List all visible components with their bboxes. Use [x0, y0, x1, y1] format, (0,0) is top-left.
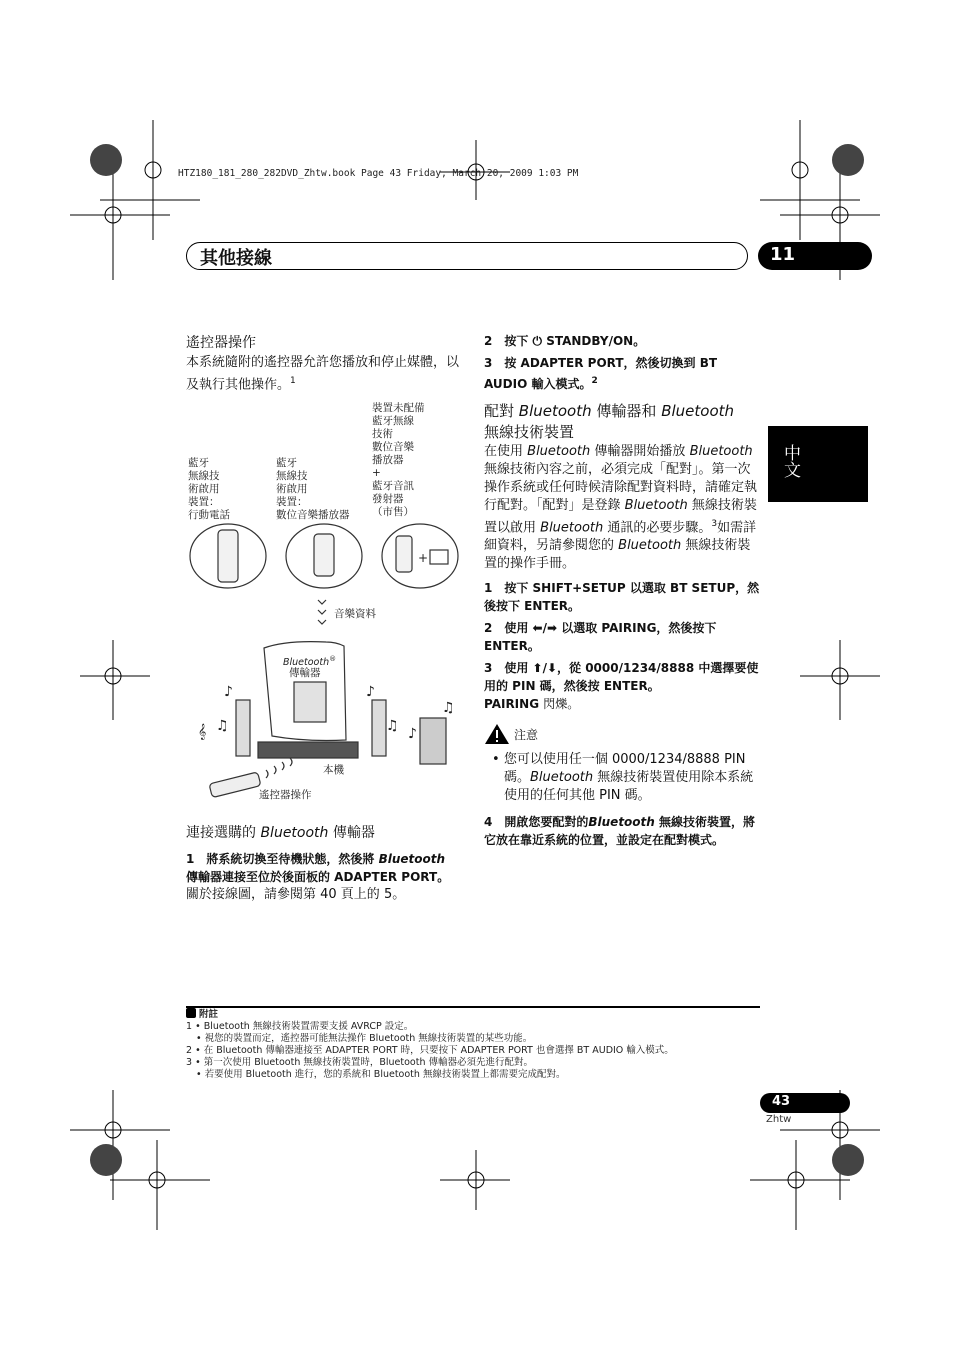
bluetooth-adapter-icon — [294, 682, 326, 722]
connect-step-1-note: 關於接線圖，請參閱第 40 頁上的 5。 — [186, 887, 406, 902]
footnote-title: 附註 — [186, 1008, 218, 1022]
svg-text:♫: ♫ — [216, 718, 229, 734]
connect-heading: 連接選購的 Bluetooth 傳輸器 — [186, 825, 375, 841]
caution-heading: 注意 — [484, 723, 760, 745]
label-phone: 藍牙 無線技 術啟用 裝置： 行動電話 — [188, 457, 230, 521]
footnote-1a: 1 • Bluetooth 無線技術裝置需要支援 AVRCP 設定。 — [186, 1021, 414, 1032]
step-3: 3 按 ADAPTER PORT，然後切換到 BT AUDIO 輸入模式。$^2$ — [484, 356, 718, 391]
pair-step-2: 2 使用 ⬅/➡ 以選取 PAIRING，然後按下 ENTER。 — [484, 621, 717, 654]
pair-step-4: 4 開啟您要配對的Bluetooth 無線技術裝置，將它放在靠近系統的位置，並設定在配對模式。 — [484, 815, 756, 848]
remote-heading: 遙控器操作 — [186, 335, 256, 351]
step-2: 2 按下 ⏻ STANDBY/ON。 — [484, 334, 646, 348]
connect-step-1: 1 將系統切換至待機狀態，然後將 Bluetooth 傳輸器連接至位於後面板的 ADAPTER PORT。 — [186, 852, 450, 884]
footnote-3a: 3 • 第一次使用 Bluetooth 無線技術裝置時，Bluetooth 傳輸器必須先進行配對。 — [186, 1057, 533, 1068]
main-unit-icon — [258, 742, 358, 758]
svg-text:♫: ♫ — [442, 700, 455, 716]
pair-step-1: 1 按下 SHIFT+SETUP 以選取 BT SETUP，然後按下 ENTER。 — [484, 581, 760, 614]
footnote-1b: • 視您的裝置而定，遙控器可能無法操作 Bluetooth 無線技術裝置的某些功能。 — [196, 1033, 533, 1044]
svg-text:♫: ♫ — [386, 718, 399, 734]
label-unpaired-player: 裝置未配備 藍牙無線 技術 數位音樂 播放器 + 藍牙音訊 發射器 （市售） — [372, 402, 425, 518]
music-data-arrows — [318, 600, 326, 624]
music-note-icon: ♪ — [224, 684, 233, 700]
phone-icon — [218, 530, 238, 582]
music-player-icon — [314, 534, 334, 576]
page-language: Zhtw — [766, 1114, 792, 1125]
pairing-body: 在使用 Bluetooth 傳輸器開始播放 Bluetooth 無線技術內容之前，必須完成「配對」。第一次操作系統或任何時候清除配對資料時，請確定執行配對。「配對」是登錄 Bluetooth 無線技術裝置以啟用 Bluetooth 通訊的必要步驟。$^3$如需詳細資料，另請參閱您的 Bluetooth 無線技術裝置的操作手冊。 — [484, 444, 758, 572]
speaker-right-icon — [372, 700, 386, 756]
footnote-2: 2 • 在 Bluetooth 傳輸器連接至 ADAPTER PORT 時，只要按下 ADAPTER PORT 也會選擇 BT AUDIO 輸入模式。 — [186, 1045, 674, 1056]
label-player: 藍牙 無線技 術啟用 裝置： 數位音樂播放器 — [276, 457, 350, 521]
right-column — [484, 332, 760, 849]
note-icon — [186, 1008, 196, 1018]
label-adapter-2: 傳輸器 — [289, 667, 321, 679]
page-number: 43 — [772, 1094, 791, 1109]
subwoofer-icon — [420, 718, 446, 764]
remote-section — [186, 332, 462, 394]
transmitter-icon — [430, 550, 448, 564]
page-title: 其他接線 — [200, 248, 272, 269]
footnote-rule — [186, 1006, 760, 1008]
remote-control-icon — [209, 772, 261, 798]
pair-step-3: 3 使用 ⬆/⬇，從 0000/1234/8888 中選擇要使用的 PIN 碼，然後按 ENTER。 PAIRING 閃爍。 — [484, 661, 759, 712]
speaker-left-icon — [236, 700, 250, 756]
print-line: HTZ180_181_280_282DVD_Zhtw.book Page 43 Friday, March 20, 2009 1:03 PM — [178, 168, 579, 179]
svg-text:𝄞: 𝄞 — [198, 724, 207, 740]
svg-text:+: + — [418, 551, 429, 565]
connect-section — [186, 822, 462, 904]
label-remote-operation: 遙控器操作 — [259, 789, 312, 801]
label-adapter: Bluetooth® — [283, 655, 337, 669]
caution-text: • 您可以使用任一個 0000/1234/8888 PIN 碼。Bluetooth 無線技術裝置使用除本系統使用的任何其他 PIN 碼。 — [492, 752, 754, 804]
warning-icon — [484, 723, 510, 745]
language-tab-label: 中文 — [780, 444, 800, 478]
svg-text:♪: ♪ — [366, 684, 375, 700]
label-unit: 本機 — [323, 764, 344, 776]
svg-text:♪: ♪ — [408, 726, 417, 742]
remote-body: 本系統隨附的遙控器允許您播放和停止媒體，以及執行其他操作。$^1$ — [186, 355, 460, 393]
chapter-number: 11 — [770, 244, 796, 265]
footnote-3b: • 若要使用 Bluetooth 進行，您的系統和 Bluetooth 無線技術裝置上都需要完成配對。 — [196, 1069, 566, 1080]
label-music-data: 音樂資料 — [334, 608, 376, 620]
ir-signal-icon — [266, 758, 292, 778]
ipod-icon — [396, 536, 412, 572]
pairing-heading: 配對 Bluetooth 傳輸器和 Bluetooth 無線技術裝置 — [484, 402, 735, 441]
